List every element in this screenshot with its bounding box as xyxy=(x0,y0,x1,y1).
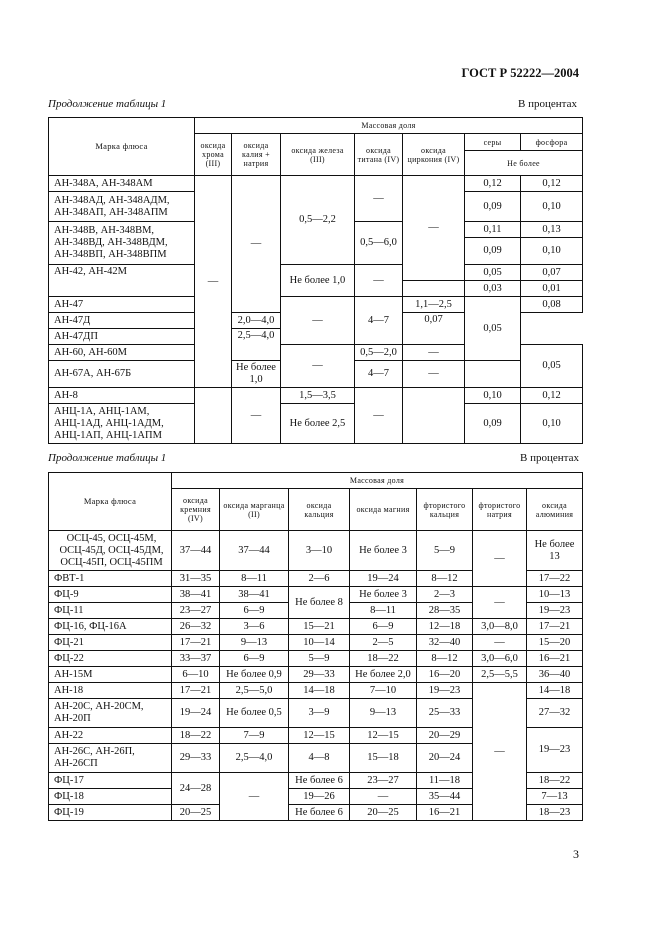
t2-al-cell: 14—18 xyxy=(527,683,583,699)
t2-row-name: АН-18 xyxy=(49,683,172,699)
t2-caf-cell: 19—23 xyxy=(417,683,473,699)
t1-k-merged-bottom: — xyxy=(281,345,355,388)
t1-p-cell: 0,13 xyxy=(521,222,583,238)
t2-caf-cell: 28—35 xyxy=(417,603,473,619)
t2-row-name: ФЦ-22 xyxy=(49,651,172,667)
t2-mg-cell: 12—15 xyxy=(350,728,417,744)
t1-k-cell: — xyxy=(232,388,281,444)
t1-header-mass: Массовая доля xyxy=(195,118,583,134)
t1-header-c4: оксида титана (IV) xyxy=(355,134,403,176)
t1-cr-merged: — xyxy=(195,176,232,388)
t2-mn-cell: 2,5—5,0 xyxy=(220,683,289,699)
t1-row-name: АН-67А, АН-67Б xyxy=(49,361,195,388)
t1-k-merged-top: — xyxy=(232,176,281,313)
t1-zr-cell: 1,1—2,5 xyxy=(403,297,465,313)
t2-mg-cell: 2—5 xyxy=(350,635,417,651)
t2-row-name: ФВТ-1 xyxy=(49,571,172,587)
page-number: 3 xyxy=(573,847,579,861)
t2-mn-cell: 6—9 xyxy=(220,651,289,667)
t2-mg-cell: — xyxy=(350,789,417,805)
t2-mg-cell: 8—11 xyxy=(350,603,417,619)
t1-row-name: АН-42, АН-42М xyxy=(49,265,195,297)
table1 xyxy=(48,117,583,388)
t1-header-c2: оксида калия + натрия xyxy=(232,134,281,176)
t2-al-cell: 7—13 xyxy=(527,789,583,805)
t2-header-c7: оксида алюминия xyxy=(527,489,583,531)
t2-si-cell: 6—10 xyxy=(172,667,220,683)
t1-header-c1: оксида хрома (III) xyxy=(195,134,232,176)
t2-row-name: АН-20С, АН-20СМ, АН-20П xyxy=(49,699,172,728)
t2-mg-cell: 23—27 xyxy=(350,773,417,789)
t2-naf-merged: — xyxy=(473,531,527,587)
t2-mg-cell: Не более 2,0 xyxy=(350,667,417,683)
table2-caption: Продолжение таблицы 1 xyxy=(48,452,167,464)
t1-p-cell: 0,10 xyxy=(521,192,583,222)
t1-fe-cell: — xyxy=(281,297,355,345)
t2-naf-cell: 2,5—5,5 xyxy=(473,667,527,683)
t2-si-cell: 26—32 xyxy=(172,619,220,635)
t2-si-cell: 17—21 xyxy=(172,683,220,699)
t1-zr-cell: — xyxy=(403,361,465,388)
t1-zr-cell xyxy=(403,388,465,444)
t1-header-c6: серы xyxy=(465,134,521,151)
t1-header-c67: Не более xyxy=(465,151,583,176)
t2-mn-cell: 9—13 xyxy=(220,635,289,651)
t2-al-cell: 10—13 xyxy=(527,587,583,603)
t1-p-cell: 0,01 xyxy=(521,281,583,297)
t2-row-name: АН-15М xyxy=(49,667,172,683)
t1-header-mark: Марка флюса xyxy=(49,118,195,176)
t2-mn-cell: 38—41 xyxy=(220,587,289,603)
t2-naf-cell: — xyxy=(473,635,527,651)
t2-row-name: АН-22 xyxy=(49,728,172,744)
t1-p-cell: 0,08 xyxy=(521,297,583,313)
t2-mn-cell: 8—11 xyxy=(220,571,289,587)
t2-ca-cell: 10—14 xyxy=(289,635,350,651)
t2-al-cell: 17—21 xyxy=(527,619,583,635)
t2-al-cell: 16—21 xyxy=(527,651,583,667)
t1-zr-cell: 2,0—4,0 xyxy=(232,313,281,329)
t1-ti-merged: — xyxy=(355,176,403,222)
t2-ca-cell: 14—18 xyxy=(289,683,350,699)
t1-row-name: АН-348АД, АН-348АДМ, АН-348АП, АН-348АПМ xyxy=(49,192,195,222)
t1-p-cell: 0,07 xyxy=(521,265,583,281)
t1-s-cell: 0,05 xyxy=(465,265,521,281)
t2-header-c3: оксида кальция xyxy=(289,489,350,531)
t2-ca-cell: 3—10 xyxy=(289,531,350,571)
t2-mg-cell: 20—25 xyxy=(350,805,417,821)
t1-fe-cell: 0,5—2,0 xyxy=(355,345,403,361)
t1-row-name: АН-47 xyxy=(49,297,195,313)
t1-fe-merged: 0,5—2,2 xyxy=(281,176,355,265)
t2-mg-cell: Не более 3 xyxy=(350,531,417,571)
t2-mg-cell: 15—18 xyxy=(350,744,417,773)
t2-row-name: ФЦ-18 xyxy=(49,789,172,805)
t2-row-name: ФЦ-21 xyxy=(49,635,172,651)
t2-row-name: ФЦ-16, ФЦ-16А xyxy=(49,619,172,635)
t2-header-c6: фтористого натрия xyxy=(473,489,527,531)
t2-al-cell: 15—20 xyxy=(527,635,583,651)
t2-caf-cell: 11—18 xyxy=(417,773,473,789)
t2-mg-cell: 7—10 xyxy=(350,683,417,699)
t1-ti-cell: 0,5—6,0 xyxy=(355,222,403,265)
t1-row-name: АН-60, АН-60М xyxy=(49,345,195,361)
t2-caf-cell: 16—21 xyxy=(417,805,473,821)
t2-mn-cell: 7—9 xyxy=(220,728,289,744)
t1-p-cell: 0,07 xyxy=(403,313,465,345)
t1-s-cell: 0,10 xyxy=(465,388,521,404)
table2-unit: В процентах xyxy=(520,452,579,464)
t1-row-name: АН-8 xyxy=(49,388,195,404)
t1-ti-cell: — xyxy=(355,388,403,444)
t1-zr-merged: — xyxy=(403,176,465,281)
t1-ti-cell: 4—7 xyxy=(355,297,403,345)
t2-caf-cell: 20—24 xyxy=(417,744,473,773)
t2-caf-cell: 8—12 xyxy=(417,571,473,587)
t2-row-name: ФЦ-17 xyxy=(49,773,172,789)
t1-header-c7: фосфора xyxy=(521,134,583,151)
t2-si-cell: 23—27 xyxy=(172,603,220,619)
t2-al-cell: 27—32 xyxy=(527,699,583,728)
t1-row-name: АН-47ДП xyxy=(49,329,195,345)
t2-caf-cell: 32—40 xyxy=(417,635,473,651)
t2-ca-cell: Не более 6 xyxy=(289,773,350,789)
t2-mn-cell: Не более 0,5 xyxy=(220,699,289,728)
t2-caf-cell: 35—44 xyxy=(417,789,473,805)
t2-header-c4: оксида магния xyxy=(350,489,417,531)
t2-ca-cell: 3—9 xyxy=(289,699,350,728)
t2-ca-cell: 29—33 xyxy=(289,667,350,683)
t2-caf-cell: 2—3 xyxy=(417,587,473,603)
t1-p-cell: 0,10 xyxy=(521,238,583,265)
t2-si-merged: 24—28 xyxy=(172,773,220,805)
t1-ti-cell: 4—7 xyxy=(355,361,403,388)
t2-header-c5: фтористого кальция xyxy=(417,489,473,531)
t1-ti-cell: — xyxy=(355,265,403,297)
t1-zr-cell: 2,5—4,0 xyxy=(232,329,281,361)
t2-ca-cell: Не более 6 xyxy=(289,805,350,821)
t1-cr-cell xyxy=(195,388,232,444)
t2-al-merged: 19—23 xyxy=(527,728,583,773)
t1-s-cell: 0,09 xyxy=(465,404,521,444)
t2-row-name: ФЦ-9 xyxy=(49,587,172,603)
t2-al-cell: 17—22 xyxy=(527,571,583,587)
t1-row-name: АН-348В, АН-348ВМ, АН-348ВД, АН-348ВДМ, АН-348ВП, АН-348ВПМ xyxy=(49,222,195,265)
t1-row-name: АН-348А, АН-348АМ xyxy=(49,176,195,192)
table1-unit: В процентах xyxy=(518,98,577,110)
t2-naf-cell: 3,0—6,0 xyxy=(473,651,527,667)
t2-ca-cell: 5—9 xyxy=(289,651,350,667)
t1-row-name: АН-47Д xyxy=(49,313,195,329)
t2-header-mass: Массовая доля xyxy=(172,473,583,489)
t2-row-name: ФЦ-19 xyxy=(49,805,172,821)
t2-al-cell: 36—40 xyxy=(527,667,583,683)
t2-si-cell: 29—33 xyxy=(172,744,220,773)
t2-header-c2: оксида марганца (II) xyxy=(220,489,289,531)
t2-caf-cell: 16—20 xyxy=(417,667,473,683)
t1-fe-cell: Не более 1,0 xyxy=(232,361,281,388)
t1-s-cell: 0,11 xyxy=(465,222,521,238)
t2-caf-cell: 12—18 xyxy=(417,619,473,635)
t2-ca-cell: 15—21 xyxy=(289,619,350,635)
t2-naf-merged: — xyxy=(473,683,527,821)
t2-header-c1: оксида кремния (IV) xyxy=(172,489,220,531)
t2-si-cell: 31—35 xyxy=(172,571,220,587)
t2-naf-merged: — xyxy=(473,587,527,619)
t2-ca-merged: Не более 8 xyxy=(289,587,350,619)
t2-mn-merged: — xyxy=(220,773,289,821)
table1-bottom xyxy=(48,387,583,444)
t2-al-cell: 19—23 xyxy=(527,603,583,619)
t1-header-c3: оксида железа (III) xyxy=(281,134,355,176)
t2-caf-cell: 20—29 xyxy=(417,728,473,744)
t2-ca-cell: 19—26 xyxy=(289,789,350,805)
t1-s-cell: 0,09 xyxy=(465,238,521,265)
t2-mg-cell: Не более 3 xyxy=(350,587,417,603)
t1-row-name: АНЦ-1А, АНЦ-1АМ, АНЦ-1АД, АНЦ-1АДМ, АНЦ-1АП, АНЦ-1АПМ xyxy=(49,404,195,444)
t2-si-cell: 18—22 xyxy=(172,728,220,744)
t1-header-c5: оксида циркония (IV) xyxy=(403,134,465,176)
t2-mg-cell: 9—13 xyxy=(350,699,417,728)
t2-header-mark: Марка флюса xyxy=(49,473,172,531)
t2-si-cell: 38—41 xyxy=(172,587,220,603)
t1-s-cell: 0,03 xyxy=(465,281,521,297)
t1-fe-cell: 1,5—3,5 xyxy=(281,388,355,404)
t1-s-cell: 0,12 xyxy=(465,176,521,192)
t2-al-cell: 18—22 xyxy=(527,773,583,789)
t2-row-name: ОСЦ-45, ОСЦ-45М, ОСЦ-45Д, ОСЦ-45ДМ, ОСЦ-45П, ОСЦ-45ПМ xyxy=(49,531,172,571)
t1-p-cell: 0,12 xyxy=(521,388,583,404)
t2-si-cell: 37—44 xyxy=(172,531,220,571)
t1-s-cell: 0,09 xyxy=(465,192,521,222)
t1-p-cell: 0,05 xyxy=(521,345,583,388)
t2-si-cell: 17—21 xyxy=(172,635,220,651)
t2-ca-cell: 2—6 xyxy=(289,571,350,587)
t2-si-cell: 33—37 xyxy=(172,651,220,667)
t2-mn-cell: 2,5—4,0 xyxy=(220,744,289,773)
t1-ti-cell: — xyxy=(403,345,465,361)
t2-mn-cell: Не более 0,9 xyxy=(220,667,289,683)
t1-p-cell: 0,12 xyxy=(521,176,583,192)
t2-mg-cell: 18—22 xyxy=(350,651,417,667)
t2-mg-cell: 19—24 xyxy=(350,571,417,587)
t1-fe-cell: Не более 2,5 xyxy=(281,404,355,444)
t2-mn-cell: 3—6 xyxy=(220,619,289,635)
t1-fe-cell: Не более 1,0 xyxy=(281,265,355,297)
t2-caf-cell: 5—9 xyxy=(417,531,473,571)
t2-row-name: АН-26С, АН-26П, АН-26СП xyxy=(49,744,172,773)
t1-zr-cell xyxy=(403,281,465,297)
t2-caf-cell: 25—33 xyxy=(417,699,473,728)
t2-caf-cell: 8—12 xyxy=(417,651,473,667)
t2-ca-cell: 4—8 xyxy=(289,744,350,773)
t2-mn-cell: 6—9 xyxy=(220,603,289,619)
table1-caption: Продолжение таблицы 1 xyxy=(48,98,167,110)
t1-s-cell: 0,05 xyxy=(465,297,521,361)
t2-si-cell: 20—25 xyxy=(172,805,220,821)
t2-mn-cell: 37—44 xyxy=(220,531,289,571)
t2-ca-cell: 12—15 xyxy=(289,728,350,744)
t2-mg-cell: 6—9 xyxy=(350,619,417,635)
t2-row-name: ФЦ-11 xyxy=(49,603,172,619)
table2 xyxy=(48,472,583,821)
document-header: ГОСТ Р 52222—2004 xyxy=(461,66,579,80)
t2-si-cell: 19—24 xyxy=(172,699,220,728)
t2-naf-cell: 3,0—8,0 xyxy=(473,619,527,635)
t1-p-cell: 0,10 xyxy=(521,404,583,444)
t2-al-cell: 18—23 xyxy=(527,805,583,821)
t2-al-cell: Не более 13 xyxy=(527,531,583,571)
